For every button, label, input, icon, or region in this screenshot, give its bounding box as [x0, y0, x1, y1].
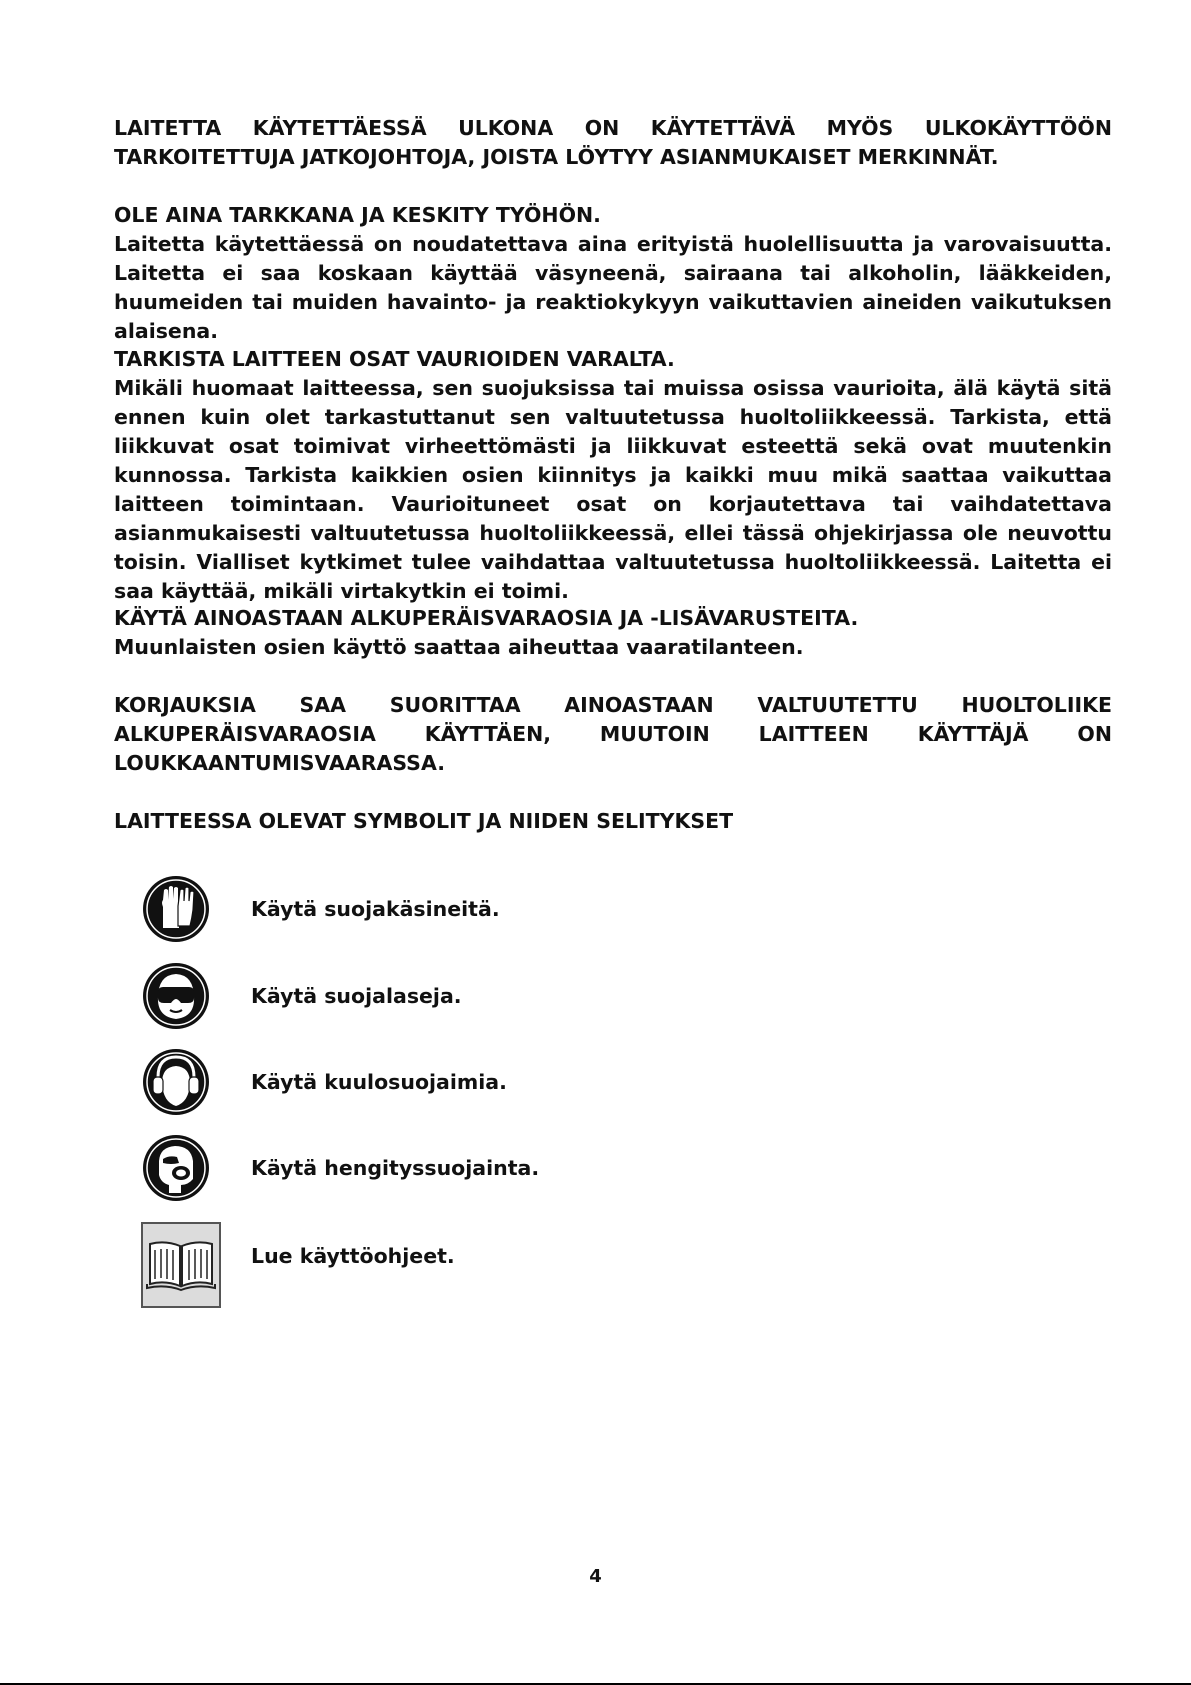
section-body: Muunlaisten osien käyttö saattaa aiheuttaa vaaratilanteen.	[114, 635, 804, 659]
section-outdoor-extension	[114, 114, 1112, 172]
section-heading-line-2: ALKUPERÄISVARAOSIA KÄYTTÄEN, MUUTOIN LAITTEEN KÄYTTÄJÄ ON	[114, 722, 1112, 746]
gloves-icon	[141, 874, 211, 944]
safety-glasses-icon	[141, 961, 211, 1031]
section-check-parts	[114, 345, 1112, 606]
section-heading: OLE AINA TARKKANA JA KESKITY TYÖHÖN.	[114, 203, 601, 227]
symbol-label: Käytä suojakäsineitä.	[251, 897, 500, 921]
manual-book-icon	[141, 1222, 221, 1308]
section-heading-line-1: KORJAUKSIA SAA SUORITTAA AINOASTAAN VALTUUTETTU HUOLTOLIIKE	[114, 693, 1112, 717]
symbol-row-manual	[141, 1222, 841, 1308]
symbol-row-ear-protection	[141, 1047, 841, 1117]
section-original-parts	[114, 604, 1112, 662]
symbol-row-safety-glasses	[141, 961, 841, 1031]
section-stay-alert	[114, 201, 1112, 346]
symbol-row-gloves	[141, 874, 841, 944]
symbol-label: Käytä kuulosuojaimia.	[251, 1070, 507, 1094]
ear-protection-icon	[141, 1047, 211, 1117]
symbol-label: Käytä suojalaseja.	[251, 984, 462, 1008]
section-heading-line-3: LOUKKAANTUMISVAARASSA.	[114, 751, 445, 775]
section-body: Laitetta käytettäessä on noudatettava aina erityistä huolellisuutta ja varovaisuutta. Laitetta ei saa koskaan käyttää väsyneenä, sairaana tai alkoholin, lääkkeiden, huumeiden tai muiden havainto- ja reaktiokykyyn vaikuttavien aineiden vaikutuksen alaisena.	[114, 232, 1112, 343]
section-heading: LAITETTA KÄYTETTÄESSÄ ULKONA ON KÄYTETTÄVÄ MYÖS ULKOKÄYTTÖÖN TARKOITETTUJA JATKOJOHTOJA, JOISTA LÖYTYY ASIANMUKAISET MERKINNÄT.	[114, 116, 1112, 169]
section-symbols-title	[114, 807, 1112, 836]
respirator-icon	[141, 1133, 211, 1203]
page-number: 4	[589, 1566, 602, 1587]
section-heading: KÄYTÄ AINOASTAAN ALKUPERÄISVARAOSIA JA -LISÄVARUSTEITA.	[114, 606, 859, 630]
section-heading: LAITTEESSA OLEVAT SYMBOLIT JA NIIDEN SELITYKSET	[114, 809, 734, 833]
section-heading: TARKISTA LAITTEEN OSAT VAURIOIDEN VARALTA.	[114, 347, 675, 371]
symbol-label: Käytä hengityssuojainta.	[251, 1156, 540, 1180]
symbol-row-respirator	[141, 1133, 841, 1203]
section-body: Mikäli huomaat laitteessa, sen suojuksissa tai muissa osissa vaurioita, älä käytä sitä ennen kuin olet tarkastuttanut sen valtuutetussa huoltoliikkeessä. Tarkista, että liikkuvat osat toimivat virheettömästi ja liikkuvat esteettä sekä ovat muutenkin kunnossa. Tarkista kaikkien osien kiinnitys ja kaikki muu mikä saattaa vaikuttaa laitteen toimintaan. Vaurioituneet osat on korjautettava tai vaihdatettava asianmukaisesti valtuutetussa huoltoliikkeessä, ellei tässä ohjekirjassa ole neuvottu toisin. Vialliset kytkimet tulee vaihdattaa valtuutetussa huoltoliikkeessä. Laitetta ei saa käyttää, mikäli virtakytkin ei toimi.	[114, 376, 1112, 603]
section-repairs	[114, 691, 1112, 778]
symbol-label: Lue käyttöohjeet.	[251, 1244, 455, 1268]
